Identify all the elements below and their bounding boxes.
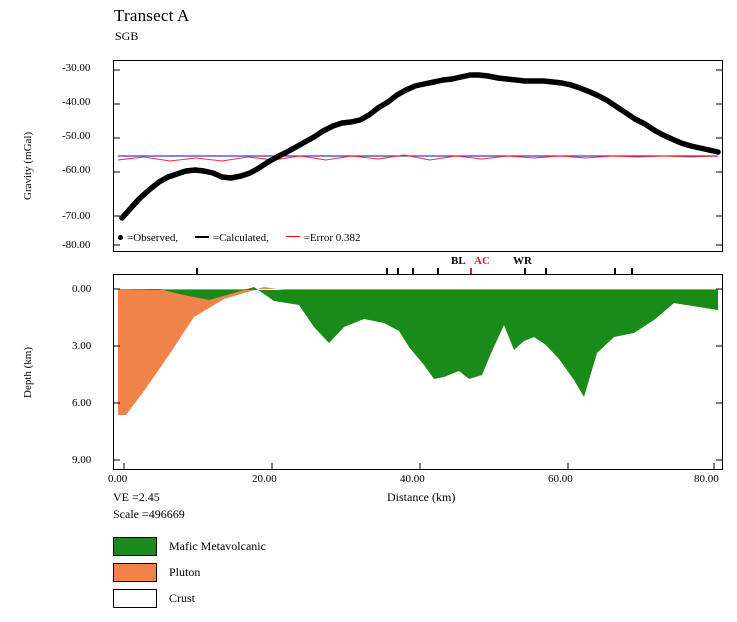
legend-label-observed: =Observed, <box>127 232 179 244</box>
gravity-ytick-2: -50.00 <box>62 130 91 142</box>
swatch-pluton <box>113 563 157 582</box>
section-xtick-2: 40.00 <box>400 473 425 485</box>
section-y-axis-label: Depth (km) <box>22 346 34 398</box>
legend-row-mafic <box>113 533 266 559</box>
station-label-wr: WR <box>513 255 532 267</box>
gravity-ytick-5: -80.00 <box>62 239 91 251</box>
legend-label-error: =Error 0.382 <box>303 232 361 244</box>
cross-section-svg <box>114 275 722 469</box>
section-ytick-1: 3.00 <box>72 340 92 352</box>
gravity-ytick-1: -40.00 <box>62 96 91 108</box>
legend-item-observed <box>118 232 178 244</box>
legend-label-crust: Crust <box>169 590 196 605</box>
legend-label-mafic: Mafic Metavolcanic <box>169 538 266 553</box>
section-xtick-1: 20.00 <box>252 473 277 485</box>
error-dash-icon <box>286 236 300 237</box>
page-subtitle: SGB <box>115 29 139 43</box>
section-xtick-0: 0.00 <box>108 473 128 485</box>
cross-section-plot <box>113 274 723 470</box>
map-legend <box>113 533 266 611</box>
legend-item-error <box>286 232 361 244</box>
swatch-mafic <box>113 537 157 556</box>
section-x-axis-label: Distance (km) <box>387 490 456 504</box>
observed-curve <box>122 75 718 218</box>
gravity-ytick-4: -70.00 <box>62 210 91 222</box>
gravity-profile-plot <box>113 60 723 252</box>
section-xtick-3: 60.00 <box>548 473 573 485</box>
vertical-exaggeration-note: VE =2.45 <box>113 490 160 504</box>
scale-note: Scale =496669 <box>113 507 185 521</box>
gravity-ytick-3: -60.00 <box>62 164 91 176</box>
gravity-ytick-0: -30.00 <box>62 62 91 74</box>
calculated-dash-icon <box>195 236 209 238</box>
gravity-y-axis-label: Gravity (mGal) <box>22 131 34 200</box>
legend-label-pluton: Pluton <box>169 564 201 579</box>
section-ytick-0: 0.00 <box>72 283 92 295</box>
section-xtick-4: 80.00 <box>694 473 719 485</box>
gravity-plot-svg <box>114 61 722 251</box>
station-label-ac: AC <box>474 255 490 267</box>
section-ytick-3: 9.00 <box>72 454 92 466</box>
swatch-crust <box>113 589 157 608</box>
gravity-legend <box>118 232 375 244</box>
legend-row-crust <box>113 585 266 611</box>
observed-dot-icon <box>118 235 123 240</box>
legend-item-calculated <box>195 232 269 244</box>
station-label-bl: BL <box>451 255 466 267</box>
legend-row-pluton <box>113 559 266 585</box>
page-title: Transect A <box>114 6 190 25</box>
section-ytick-2: 6.00 <box>72 397 92 409</box>
legend-label-calculated: =Calculated, <box>212 232 269 244</box>
